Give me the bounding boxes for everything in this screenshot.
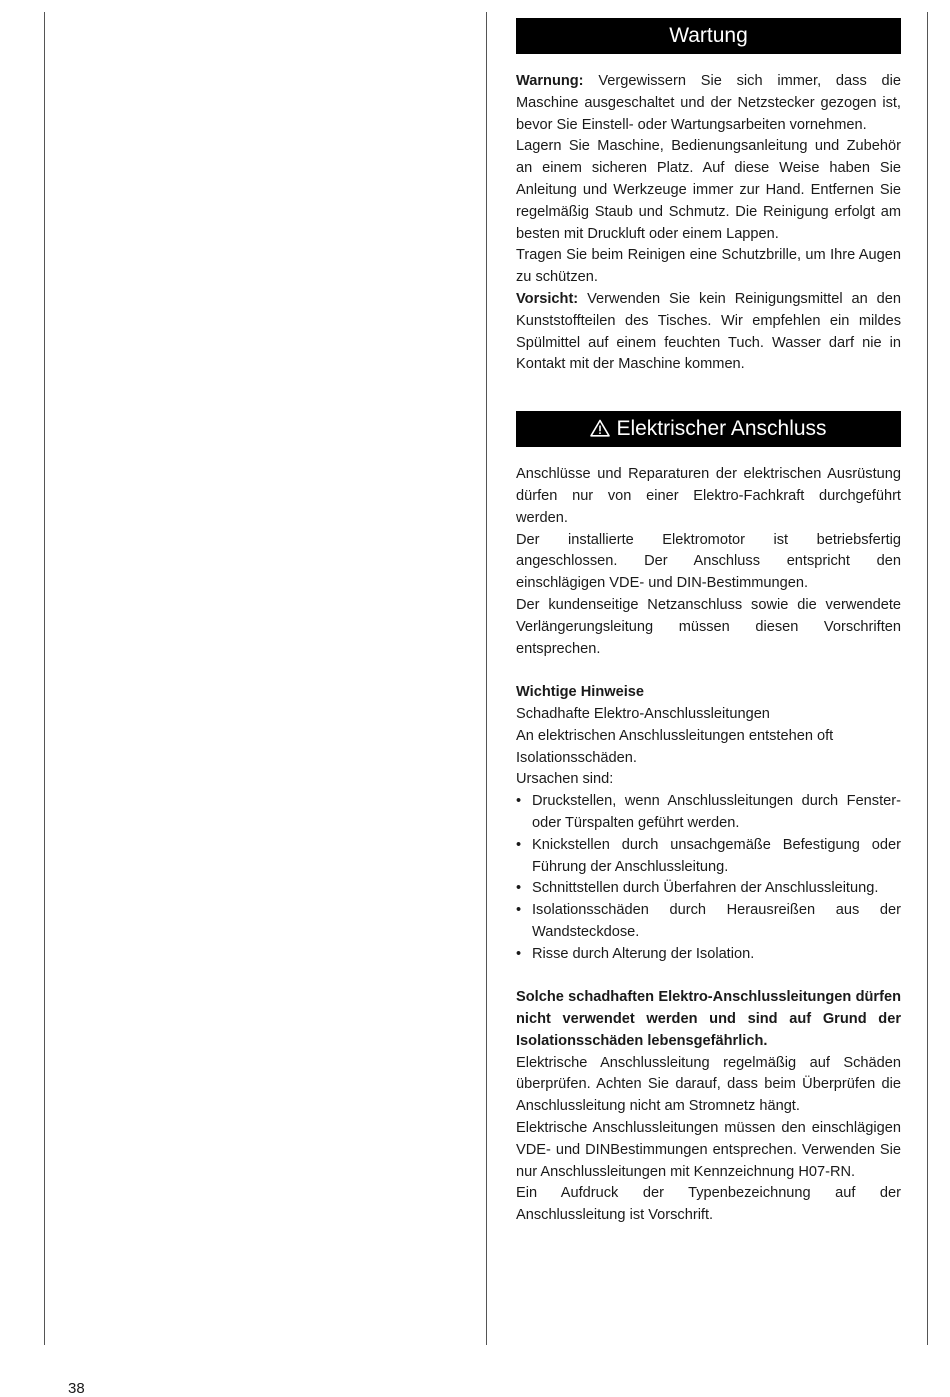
hinweise-title-text: Wichtige Hinweise — [516, 684, 644, 701]
list-item-text: Isolationsschäden durch Herausreißen aus der Wandsteckdose. — [532, 902, 901, 940]
caution-paragraph — [516, 289, 901, 376]
list-item-text: Knickstellen durch unsachgemäße Befestigung oder Führung der Anschlussleitung. — [532, 836, 901, 875]
hinweise-title — [516, 682, 901, 704]
right-text-column — [516, 18, 901, 1227]
list-item — [516, 791, 901, 835]
list-item-text: Schnittstellen durch Überfahren der Anschlussleitung. — [532, 880, 879, 897]
section-title: Elektrischer Anschluss — [616, 417, 827, 441]
anschluss-paragraph-5: Elektrische Anschlussleitungen müssen den einschlägigen VDE- und DINBestimmungen entsprechen. Verwenden Sie nur Anschlussleitungen mit Kennzeichnung H07-RN. — [516, 1120, 901, 1180]
anschluss-paragraph-2: Der installierte Elektromotor ist betriebsfertig angeschlossen. Der Anschluss entspricht den einschlägigen VDE- und DIN-Bestimmungen. — [516, 531, 901, 592]
goggles-paragraph: Tragen Sie beim Reinigen eine Schutzbrille, um Ihre Augen zu schützen. — [516, 247, 901, 286]
list-item — [516, 835, 901, 879]
left-margin-rule — [44, 12, 45, 1345]
anschluss-paragraph-4: Elektrische Anschlussleitung regelmäßig auf Schäden überprüfen. Achten Sie darauf, dass beim Überprüfen die Anschlussleitung nicht am Stromnetz hängt. — [516, 1054, 901, 1115]
warning-triangle-icon — [590, 419, 610, 437]
caution-text: Verwenden Sie kein Reinigungsmittel an den Kunststoffteilen des Tisches. Wir empfehlen ein mildes Spülmittel auf einem feuchten Tuch. Wasser darf nie in Kontakt mit der Maschine kommen. — [516, 290, 901, 373]
storage-paragraph: Lagern Sie Maschine, Bedienungsanleitung und Zubehör an einem sicheren Platz. Auf diese Weise haben Sie Anleitung und Werkzeuge immer zur Hand. Entfernen Sie regelmäßig Staub und Schmutz. Die Reinigung erfolgt am besten mit Druckluft oder einem Lappen. — [516, 138, 901, 242]
warning-paragraph — [516, 71, 901, 136]
anschluss-paragraph-1: Anschlüsse und Reparaturen der elektrischen Ausrüstung dürfen nur von einer Elektro-Fachkraft durchgeführt werden. — [516, 466, 901, 526]
list-item-text: Risse durch Alterung der Isolation. — [532, 945, 755, 962]
bullet-icon: • — [516, 945, 522, 962]
section-heading-anschluss — [516, 411, 901, 447]
spacer — [516, 965, 901, 987]
anschluss-paragraph-6: Ein Aufdruck der Typenbezeichnung auf der Anschlussleitung ist Vorschrift. — [516, 1185, 901, 1224]
list-item — [516, 900, 901, 944]
list-item — [516, 878, 901, 900]
spacer — [516, 660, 901, 682]
warning-label: Warnung: — [516, 73, 584, 89]
caution-label: Vorsicht: — [516, 290, 579, 307]
section-title: Wartung — [669, 24, 748, 47]
hinweise-intro: An elektrischen Anschlussleitungen entstehen oft Isolationsschäden. — [516, 727, 834, 766]
bullet-icon: • — [516, 902, 522, 919]
bullet-icon: • — [516, 880, 522, 897]
bold-warning-text: Solche schadhaften Elektro-Anschlussleitungen dürfen nicht verwendet werden und sind auf Grund der Isolationsschäden lebensgefährlich. — [516, 989, 901, 1049]
bullet-icon: • — [516, 836, 522, 853]
warning-text: Vergewissern Sie sich immer, dass die Maschine ausgeschaltet und der Netzstecker gezogen ist, bevor Sie Einstell- oder Wartungsarbeiten vornehmen. — [516, 73, 901, 133]
bold-warning-paragraph — [516, 987, 901, 1052]
list-item — [516, 944, 901, 966]
anschluss-paragraph-3: Der kundenseitige Netzanschluss sowie die verwendete Verlängerungsleitung müssen diesen Vorschriften entsprechen. — [516, 596, 901, 657]
causes-list — [516, 791, 901, 965]
page-number: 38 — [68, 1380, 85, 1397]
section-heading-wartung — [516, 18, 901, 54]
column-divider-rule — [486, 12, 487, 1345]
right-margin-rule — [927, 12, 928, 1345]
hinweise-subtitle: Schadhafte Elektro-Anschlussleitungen — [516, 705, 770, 722]
bullet-icon: • — [516, 793, 522, 810]
causes-label: Ursachen sind: — [516, 771, 614, 788]
list-item-text: Druckstellen, wenn Anschlussleitungen durch Fenster- oder Türspalten geführt werden. — [532, 793, 901, 831]
